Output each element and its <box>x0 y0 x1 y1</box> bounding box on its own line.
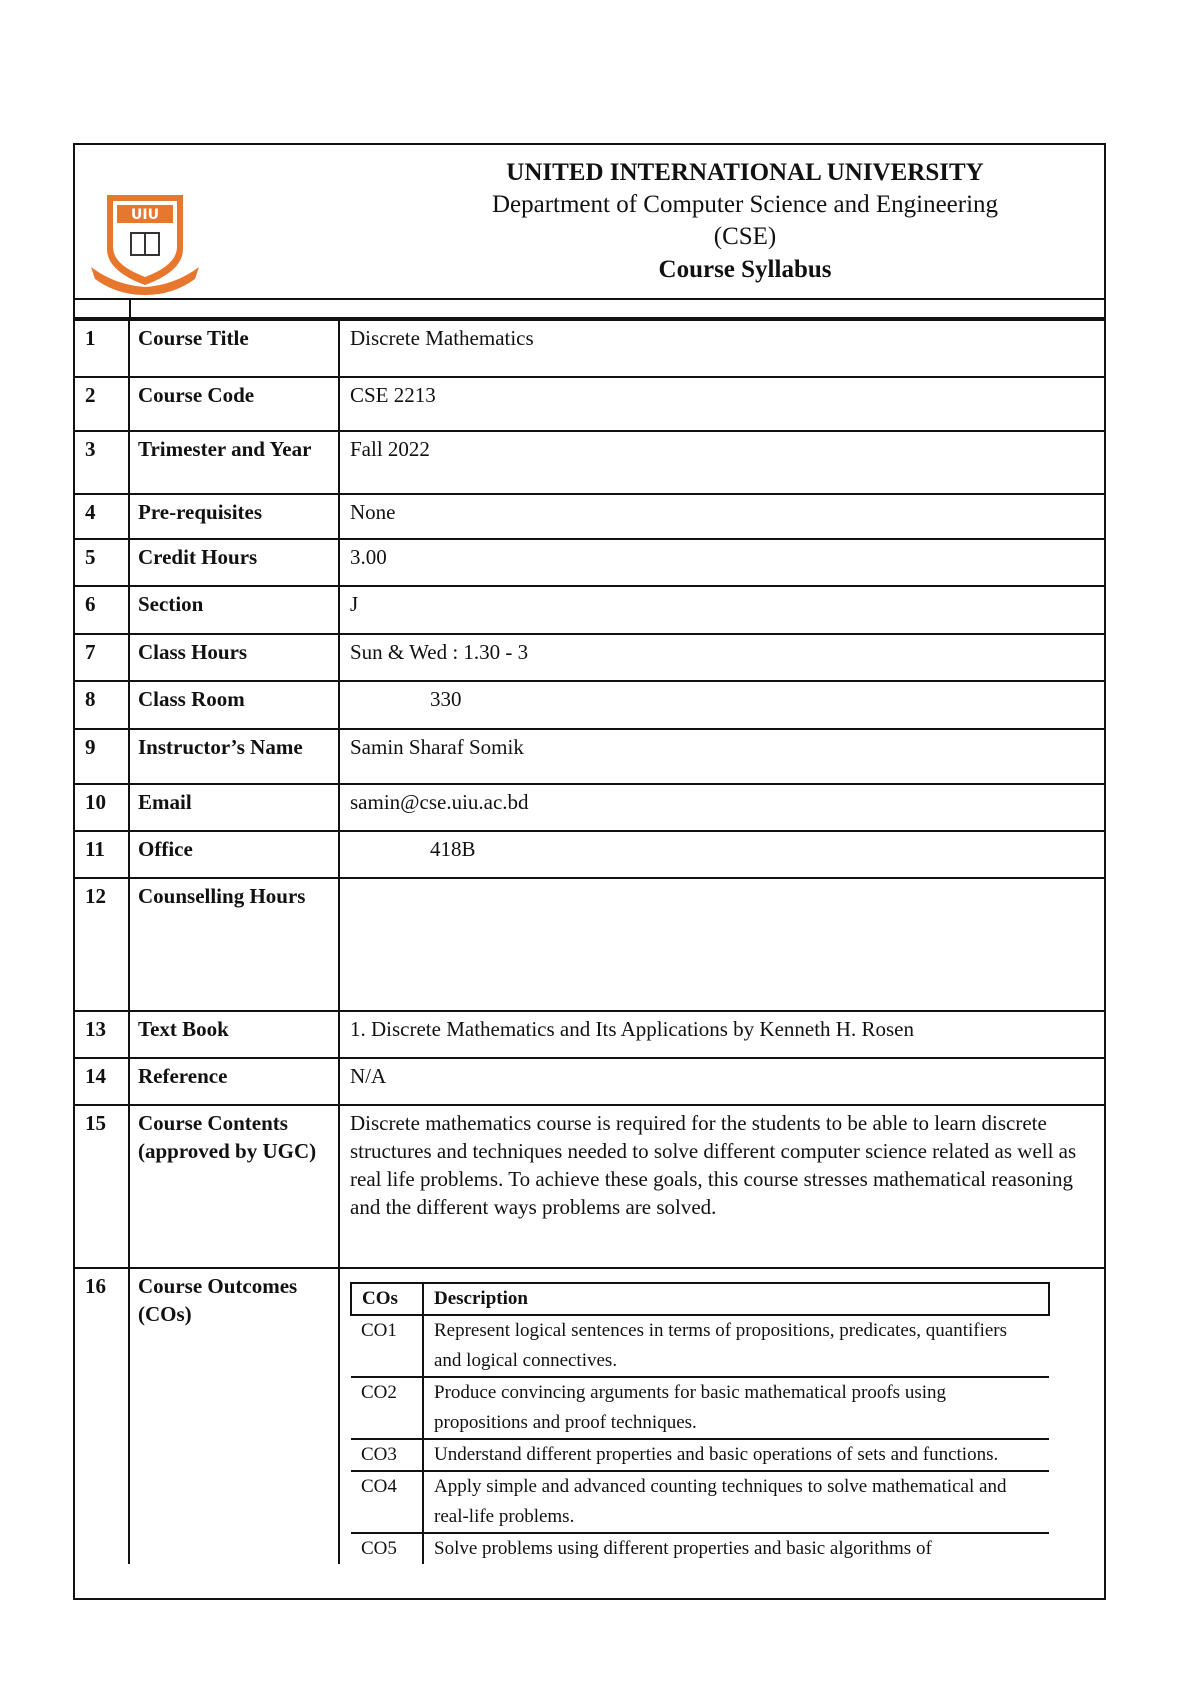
row-label: Trimester and Year <box>129 431 339 494</box>
row-value: Samin Sharaf Somik <box>339 729 1104 784</box>
row-label: Class Hours <box>129 634 339 681</box>
row-number: 7 <box>75 634 129 681</box>
table-row <box>75 681 1104 729</box>
row-value: 3.00 <box>339 539 1104 586</box>
co-table-header <box>351 1283 1049 1315</box>
table-row <box>75 729 1104 784</box>
department-name: Department of Computer Science and Engineering <box>491 191 999 218</box>
row-number: 12 <box>75 878 129 1011</box>
table-row <box>75 1058 1104 1105</box>
row-number: 1 <box>75 320 129 377</box>
co-row <box>351 1377 1049 1439</box>
row-value <box>339 681 1104 729</box>
co-description: Understand different properties and basic operations of sets and functions. <box>423 1439 1049 1471</box>
row-value: CSE 2213 <box>339 377 1104 431</box>
course-outcomes-cell <box>339 1268 1104 1564</box>
co-id: CO2 <box>351 1377 423 1439</box>
table-row <box>75 586 1104 634</box>
co-table <box>350 1282 1050 1564</box>
row-label: Email <box>129 784 339 831</box>
department-short: (CSE) <box>713 223 777 250</box>
row-value: None <box>339 494 1104 539</box>
co-header: COs <box>351 1283 423 1315</box>
co-description: Apply simple and advanced counting techniques to solve mathematical and real-life problems. <box>423 1471 1049 1533</box>
row-label: Course Title <box>129 320 339 377</box>
table-row <box>75 431 1104 494</box>
course-contents-text: Discrete mathematics course is required for the students to be able to learn discrete structures and techniques needed to solve different computer science related as well as real life problems. To achieve these goals, this course stresses mathematical reasoning and the different ways problems are solved. <box>339 1105 1104 1268</box>
row-value: 1. Discrete Mathematics and Its Applications by Kenneth H. Rosen <box>339 1011 1104 1058</box>
row-number: 13 <box>75 1011 129 1058</box>
row-value <box>339 878 1104 1011</box>
co-description: Solve problems using different properties and basic algorithms of <box>423 1533 1049 1564</box>
office-value: 418B <box>430 837 476 861</box>
co-row <box>351 1533 1049 1564</box>
row-label: Pre-requisites <box>129 494 339 539</box>
row-number: 9 <box>75 729 129 784</box>
row-number: 6 <box>75 586 129 634</box>
row-label: Reference <box>129 1058 339 1105</box>
syllabus-table <box>75 319 1104 1564</box>
co-id: CO5 <box>351 1533 423 1564</box>
description-header: Description <box>423 1283 1049 1315</box>
co-row <box>351 1471 1049 1533</box>
table-row <box>75 831 1104 878</box>
spacer-row <box>75 300 1104 319</box>
table-row <box>75 494 1104 539</box>
row-number: 16 <box>75 1268 129 1564</box>
row-value: J <box>339 586 1104 634</box>
table-row <box>75 1011 1104 1058</box>
document-title: Course Syllabus <box>658 256 832 283</box>
table-row <box>75 634 1104 681</box>
row-number: 8 <box>75 681 129 729</box>
row-number: 15 <box>75 1105 129 1268</box>
table-row <box>75 1268 1104 1564</box>
table-row <box>75 784 1104 831</box>
row-value: N/A <box>339 1058 1104 1105</box>
syllabus-header <box>75 145 1104 300</box>
row-number: 3 <box>75 431 129 494</box>
row-label: Course Outcomes (COs) <box>129 1268 339 1564</box>
row-label: Instructor’s Name <box>129 729 339 784</box>
co-row <box>351 1439 1049 1471</box>
row-number: 5 <box>75 539 129 586</box>
row-label: Credit Hours <box>129 539 339 586</box>
email-value[interactable]: samin@cse.uiu.ac.bd <box>339 784 1104 831</box>
co-row <box>351 1315 1049 1377</box>
row-number: 2 <box>75 377 129 431</box>
co-id: CO4 <box>351 1471 423 1533</box>
table-row <box>75 320 1104 377</box>
row-value: Sun & Wed : 1.30 - 3 <box>339 634 1104 681</box>
row-value: Discrete Mathematics <box>339 320 1104 377</box>
row-label: Counselling Hours <box>129 878 339 1011</box>
university-name: UNITED INTERNATIONAL UNIVERSITY <box>506 159 984 186</box>
row-number: 11 <box>75 831 129 878</box>
table-row <box>75 539 1104 586</box>
co-description: Produce convincing arguments for basic mathematical proofs using propositions and proof techniques. <box>423 1377 1049 1439</box>
row-label: Section <box>129 586 339 634</box>
row-label: Text Book <box>129 1011 339 1058</box>
row-value: Fall 2022 <box>339 431 1104 494</box>
row-value <box>339 831 1104 878</box>
svg-text:UIU: UIU <box>131 207 159 223</box>
co-id: CO3 <box>351 1439 423 1471</box>
co-description: Represent logical sentences in terms of propositions, predicates, quantifiers and logical connectives. <box>423 1315 1049 1377</box>
table-row <box>75 878 1104 1011</box>
table-row <box>75 377 1104 431</box>
uiu-logo <box>85 187 205 299</box>
class-room-value: 330 <box>430 687 462 711</box>
co-id: CO1 <box>351 1315 423 1377</box>
row-label: Course Contents (approved by UGC) <box>129 1105 339 1268</box>
row-number: 14 <box>75 1058 129 1105</box>
table-row <box>75 1105 1104 1268</box>
row-number: 4 <box>75 494 129 539</box>
row-number: 10 <box>75 784 129 831</box>
row-label: Course Code <box>129 377 339 431</box>
row-label: Office <box>129 831 339 878</box>
syllabus-frame <box>73 143 1106 1600</box>
row-label: Class Room <box>129 681 339 729</box>
